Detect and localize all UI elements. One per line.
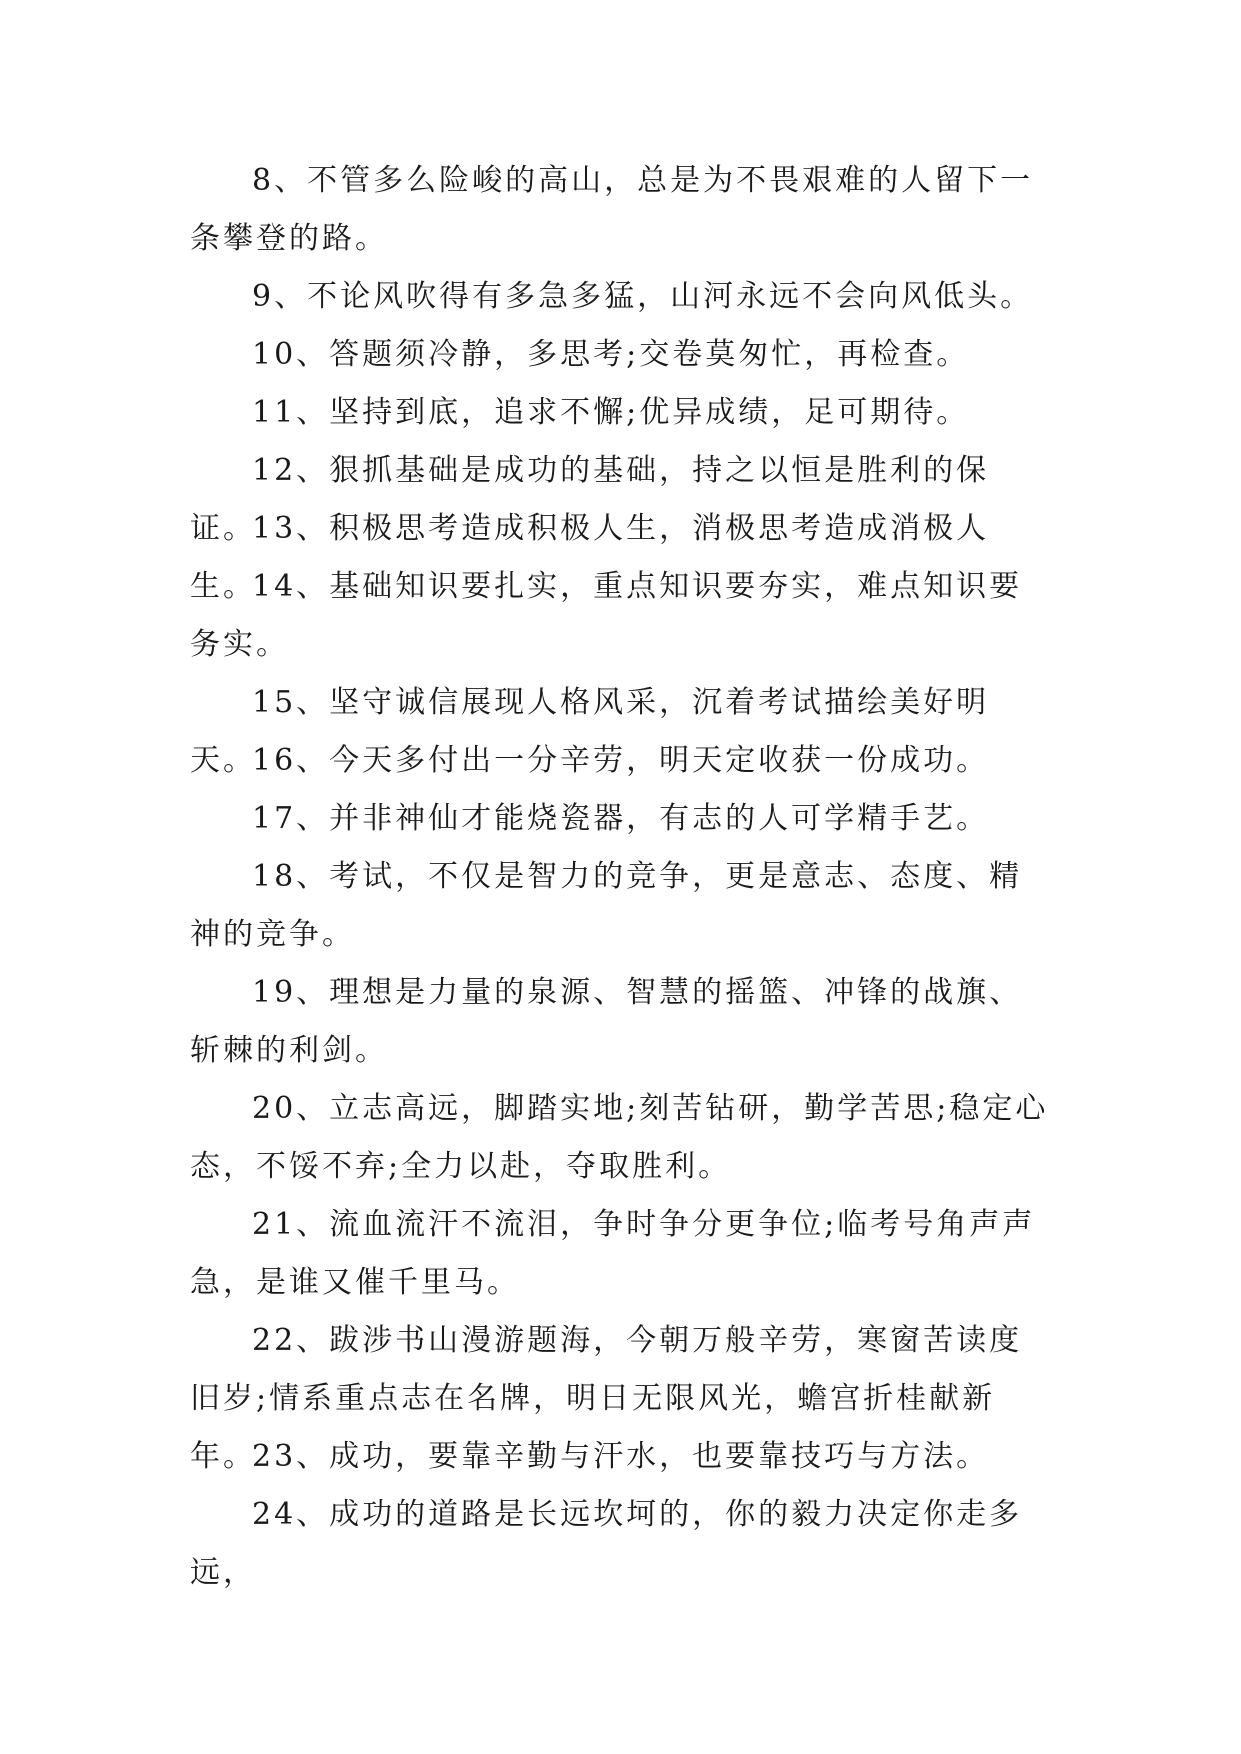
- paragraph-18: 18、考试，不仅是智力的竞争，更是意志、态度、精神的竞争。: [190, 859, 1023, 952]
- paragraph-20: 20、立志高远，脚踏实地;刻苦钻研，勤学苦思;稳定心态，不馁不弃;全力以赴，夺取胜利。: [190, 1091, 1049, 1184]
- paragraph-10: 10、答题须冷静，多思考;交卷莫匆忙，再检查。: [252, 337, 970, 372]
- paragraph-17: 17、并非神仙才能烧瓷器，有志的人可学精手艺。: [252, 801, 990, 836]
- paragraph-22: 22、跋涉书山漫游题海，今朝万般辛劳，寒窗苦读度旧岁;情系重点志在名牌，明日无限风光，蟾宫折桂献新年。: [190, 1323, 1023, 1474]
- paragraph-19: 19、理想是力量的泉源、智慧的摇篮、冲锋的战旗、斩棘的利剑。: [190, 975, 1023, 1068]
- paragraph-12: 12、狠抓基础是成功的基础，持之以恒是胜利的保证。: [190, 453, 990, 546]
- paragraph-23: 23、成功，要靠辛勤与汗水，也要靠技巧与方法。: [252, 1439, 990, 1474]
- paragraph-14: 14、基础知识要扎实，重点知识要夯实，难点知识要务实。: [190, 569, 1023, 662]
- paragraph-15: 15、坚守诚信展现人格风采，沉着考试描绘美好明天。: [190, 685, 990, 778]
- paragraph-8: 8、不管多么险峻的高山，总是为不畏艰难的人留下一条攀登的路。: [190, 163, 1034, 256]
- paragraph-24: 24、成功的道路是长远坎坷的，你的毅力决定你走多远，: [190, 1497, 1023, 1590]
- paragraph-21: 21、流血流汗不流泪，争时争分更争位;临考号角声声急，是谁又催千里马。: [190, 1207, 1036, 1300]
- paragraph-11: 11、坚持到底，追求不懈;优异成绩，足可期待。: [252, 395, 970, 430]
- paragraph-9: 9、不论风吹得有多急多猛，山河永远不会向风低头。: [252, 279, 1034, 314]
- paragraph-16: 16、今天多付出一分辛劳，明天定收获一份成功。: [252, 743, 990, 778]
- paragraph-13: 13、积极思考造成积极人生，消极思考造成消极人生。: [190, 511, 990, 604]
